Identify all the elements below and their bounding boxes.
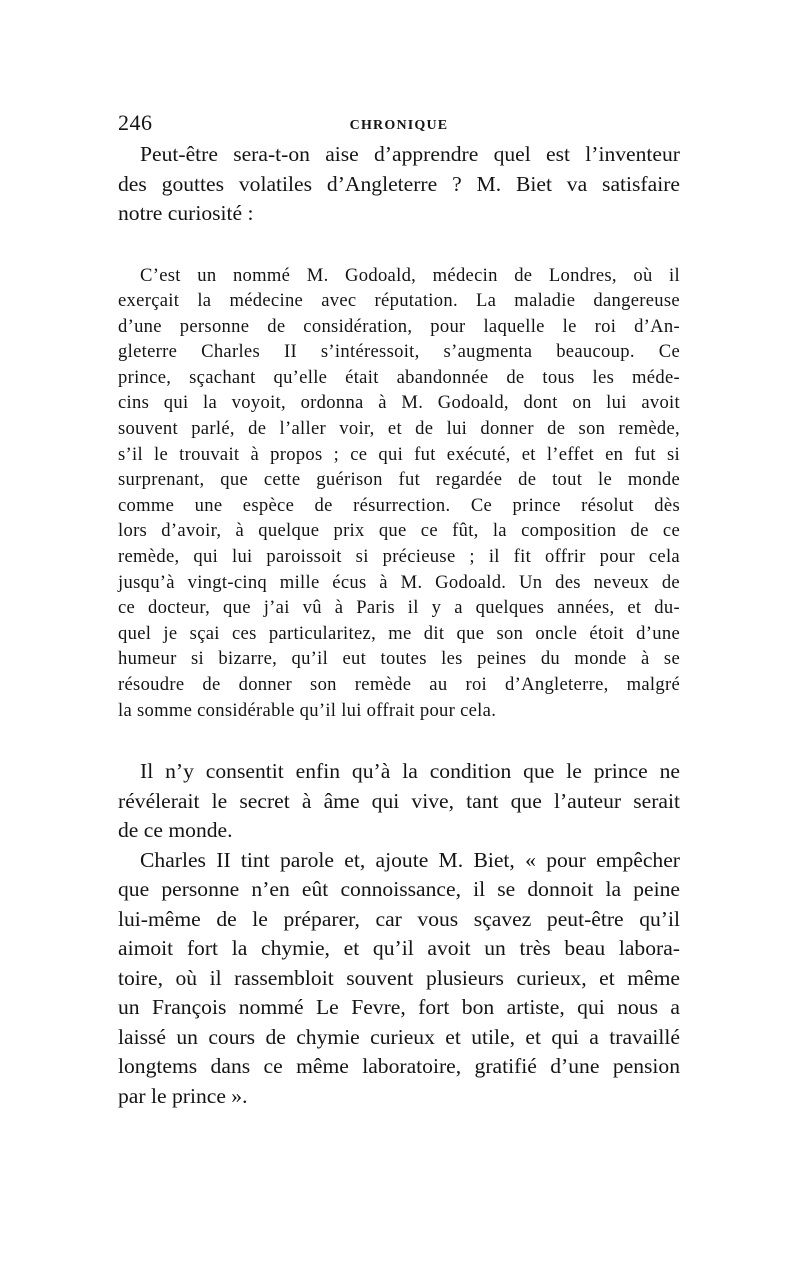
paragraph-2 (118, 757, 680, 846)
quoted-passage (118, 263, 680, 724)
text-line: par le prince ». (118, 1083, 248, 1108)
text-line: cins qui la voyoit, ordonna à M. Godoald, dont on lui avoit (118, 392, 680, 414)
text-line: aimoit fort la chymie, et qu’il avoit un très beau labora- (118, 936, 680, 961)
text-line: souvent parlé, de l’aller voir, et de lui donner de son remède, (118, 418, 680, 440)
text-line: un François nommé Le Fevre, fort bon artiste, qui nous a (118, 995, 680, 1020)
text-line: remède, qui lui paroissoit si précieuse ; il fit offrir pour cela (118, 546, 680, 568)
text-line: la somme considérable qu’il lui offrait pour cela. (118, 699, 497, 721)
text-line: de ce monde. (118, 818, 233, 843)
text-line: comme une espèce de résurrection. Ce prince résolut dès (118, 494, 680, 516)
page-header (118, 110, 680, 140)
text-line: Charles II tint parole et, ajoute M. Biet, « pour empêcher (140, 847, 680, 872)
text-line: gleterre Charles II s’intéressoit, s’augmenta beaucoup. Ce (118, 341, 680, 363)
text-line: jusqu’à vingt-cinq mille écus à M. Godoald. Un des neveux de (118, 571, 680, 593)
text-line: laissé un cours de chymie curieux et utile, et qui a travaillé (118, 1024, 680, 1049)
text-line: d’une personne de considération, pour laquelle le roi d’An- (118, 315, 680, 337)
book-page (118, 110, 680, 1111)
text-line: résoudre de donner son remède au roi d’Angleterre, malgré (118, 674, 680, 695)
quote-paragraph (118, 263, 680, 724)
text-line: exerçait la médecine avec réputation. La maladie dangereuse (118, 290, 680, 312)
text-line: que personne n’en eût connoissance, il se donnoit la peine (118, 877, 680, 902)
paragraph-3 (118, 846, 680, 1112)
page-number: 246 (118, 110, 153, 135)
text-line: longtems dans ce même laboratoire, gratifié d’une pension (118, 1054, 680, 1079)
text-line: surprenant, que cette guérison fut regardée de tout le monde (118, 469, 680, 491)
text-line: s’il le trouvait à propos ; ce qui fut exécuté, et l’effet en fut si (118, 443, 680, 465)
text-line: Il n’y consentit enfin qu’à la condition que le prince ne (140, 759, 680, 784)
text-line: toire, où il rassembloit souvent plusieurs curieux, et même (118, 965, 680, 990)
text-line: révélerait le secret à âme qui vive, tant que l’auteur serait (118, 788, 680, 813)
intro-paragraph (118, 140, 680, 229)
text-line: lors d’avoir, à quelque prix que ce fût, la composition de ce (118, 520, 680, 542)
text-line: quel je sçai ces particularitez, me dit que son oncle étoit d’une (118, 622, 680, 644)
text-line: notre curiosité : (118, 201, 254, 225)
text-line: Peut-être sera-t-on aise d’apprendre quel est l’inventeur (140, 142, 680, 166)
text-line: ce docteur, que j’ai vû à Paris il y a quelques années, et du- (118, 597, 680, 619)
text-line: des gouttes volatiles d’Angleterre ? M. Biet va satisfaire (118, 171, 680, 196)
text-line: C’est un nommé M. Godoald, médecin de Londres, où il (140, 264, 680, 286)
running-head: CHRONIQUE (349, 118, 449, 133)
text-line: lui-même de le préparer, car vous sçavez peut-être qu’il (118, 906, 680, 931)
text-line: humeur si bizarre, qu’il eut toutes les peines du monde à se (118, 648, 680, 670)
text-line: prince, sçachant qu’elle était abandonnée de tous les méde- (118, 366, 680, 388)
